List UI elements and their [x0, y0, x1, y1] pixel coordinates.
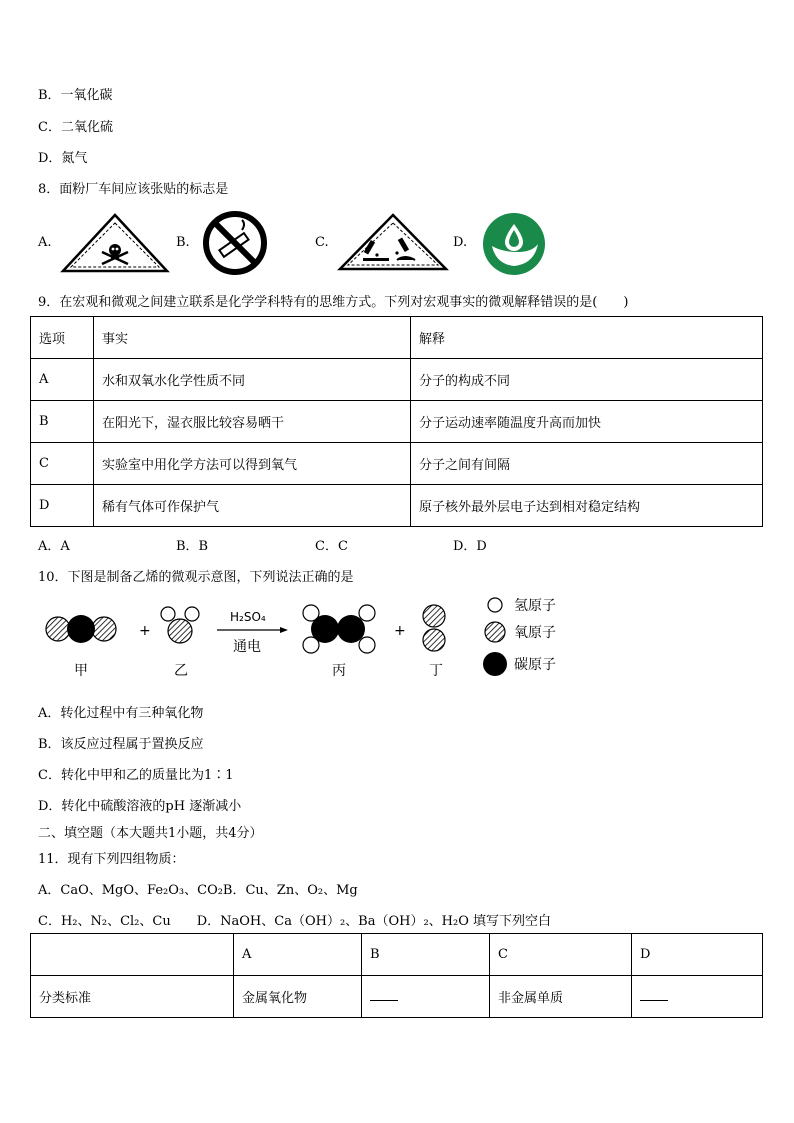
q11-groups-c-d: C．H₂、N₂、Cl₂、Cu D．NaOH、Ca（OH）₂、Ba（OH）₂、H₂O 填写下列空白 — [38, 914, 552, 929]
table-cell: B — [31, 401, 94, 443]
table-cell: 分子的构成不同 — [411, 359, 763, 401]
label-ding: 丁 — [429, 663, 443, 679]
q11-groups-a-b: A．CaO、MgO、Fe₂O₃、CO₂B．Cu、Zn、O₂、Mg — [38, 883, 358, 898]
no-smoking-sign[interactable] — [202, 210, 268, 280]
table-row — [31, 401, 763, 443]
table-row — [31, 443, 763, 485]
q10-option-c: C．转化中甲和乙的质量比为1∶1 — [38, 768, 234, 783]
q10-option-d: D．转化中硫酸溶液的pH 逐渐减小 — [38, 799, 242, 814]
molecule-o2 — [423, 605, 445, 651]
table-header-row — [31, 934, 763, 976]
table-cell: A — [31, 359, 94, 401]
q8-label-b: B. — [176, 235, 190, 250]
table-cell-a: 金属氧化物 — [234, 976, 362, 1018]
question-9-stem: 9．在宏观和微观之间建立联系是化学学科特有的思维方式。下列对宏观事实的微观解释错误的是( ) — [38, 295, 629, 310]
table-row — [31, 359, 763, 401]
table-row — [31, 976, 763, 1018]
table-cell: 在阳光下，湿衣服比较容易晒干 — [94, 401, 411, 443]
q8-label-a: A. — [38, 235, 52, 250]
table-cell-b[interactable] — [362, 976, 490, 1018]
table-row — [31, 485, 763, 527]
legend — [483, 598, 556, 676]
option-d-prev: D．氮气 — [38, 151, 88, 166]
label-jia: 甲 — [74, 663, 88, 679]
table-header-b: B — [362, 934, 490, 976]
q9-answer-c: C．C — [315, 539, 348, 554]
table-header-empty — [31, 934, 234, 976]
legend-oxygen: 氧原子 — [514, 625, 556, 641]
molecule-h2o — [161, 607, 199, 643]
question-8-stem: 8．面粉厂车间应该张贴的标志是 — [38, 182, 229, 197]
table-header-fact: 事实 — [94, 317, 411, 359]
blank-d-answer[interactable] — [640, 988, 668, 1001]
q9-answer-d: D．D — [453, 539, 487, 554]
q10-option-b: B．该反应过程属于置换反应 — [38, 737, 204, 752]
table-cell-label: 分类标准 — [31, 976, 234, 1018]
toxic-warning-sign[interactable] — [60, 212, 170, 278]
question-11-stem: 11．现有下列四组物质： — [38, 852, 185, 867]
reaction-condition-top: H₂SO₄ — [230, 610, 266, 624]
q11-table — [30, 933, 763, 1018]
table-cell: 水和双氧水化学性质不同 — [94, 359, 411, 401]
table-header-explanation: 解释 — [411, 317, 763, 359]
table-cell: C — [31, 443, 94, 485]
label-bing: 丙 — [332, 663, 346, 679]
plus-sign: + — [394, 623, 406, 639]
question-10-stem: 10．下图是制备乙烯的微观示意图，下列说法正确的是 — [38, 570, 354, 585]
q8-label-d: D. — [453, 235, 468, 250]
reaction-condition-bottom: 通电 — [233, 639, 261, 655]
table-cell: 分子运动速率随温度升高而加快 — [411, 401, 763, 443]
q8-label-c: C. — [315, 235, 329, 250]
plus-sign: + — [139, 623, 151, 639]
water-saving-sign[interactable] — [482, 212, 546, 280]
table-cell-d[interactable] — [632, 976, 763, 1018]
table-cell: 分子之间有间隔 — [411, 443, 763, 485]
section-2-title: 二、填空题（本大题共1小题，共4分） — [38, 826, 263, 841]
legend-carbon: 碳原子 — [514, 657, 556, 673]
option-c-prev: C．二氧化硫 — [38, 120, 113, 135]
molecule-c2h4 — [303, 605, 375, 653]
table-cell-c: 非金属单质 — [490, 976, 632, 1018]
molecule-co2 — [46, 615, 116, 643]
table-cell: 原子核外最外层电子达到相对稳定结构 — [411, 485, 763, 527]
q9-answer-b: B．B — [176, 539, 209, 554]
q10-option-a: A．转化过程中有三种氧化物 — [38, 706, 204, 721]
table-header-c: C — [490, 934, 632, 976]
table-cell: D — [31, 485, 94, 527]
option-b-prev: B．一氧化碳 — [38, 88, 113, 103]
q9-answer-a: A．A — [38, 539, 70, 554]
legend-hydrogen: 氢原子 — [514, 598, 556, 614]
table-cell: 实验室中用化学方法可以得到氧气 — [94, 443, 411, 485]
reaction-diagram — [40, 595, 580, 689]
table-header-row — [31, 317, 763, 359]
table-header-option: 选项 — [31, 317, 94, 359]
q9-table — [30, 316, 763, 527]
table-header-a: A — [234, 934, 362, 976]
corrosive-warning-sign[interactable] — [337, 212, 449, 276]
table-cell: 稀有气体可作保护气 — [94, 485, 411, 527]
table-header-d: D — [632, 934, 763, 976]
label-yi: 乙 — [174, 663, 188, 679]
blank-b-answer[interactable] — [370, 988, 398, 1001]
